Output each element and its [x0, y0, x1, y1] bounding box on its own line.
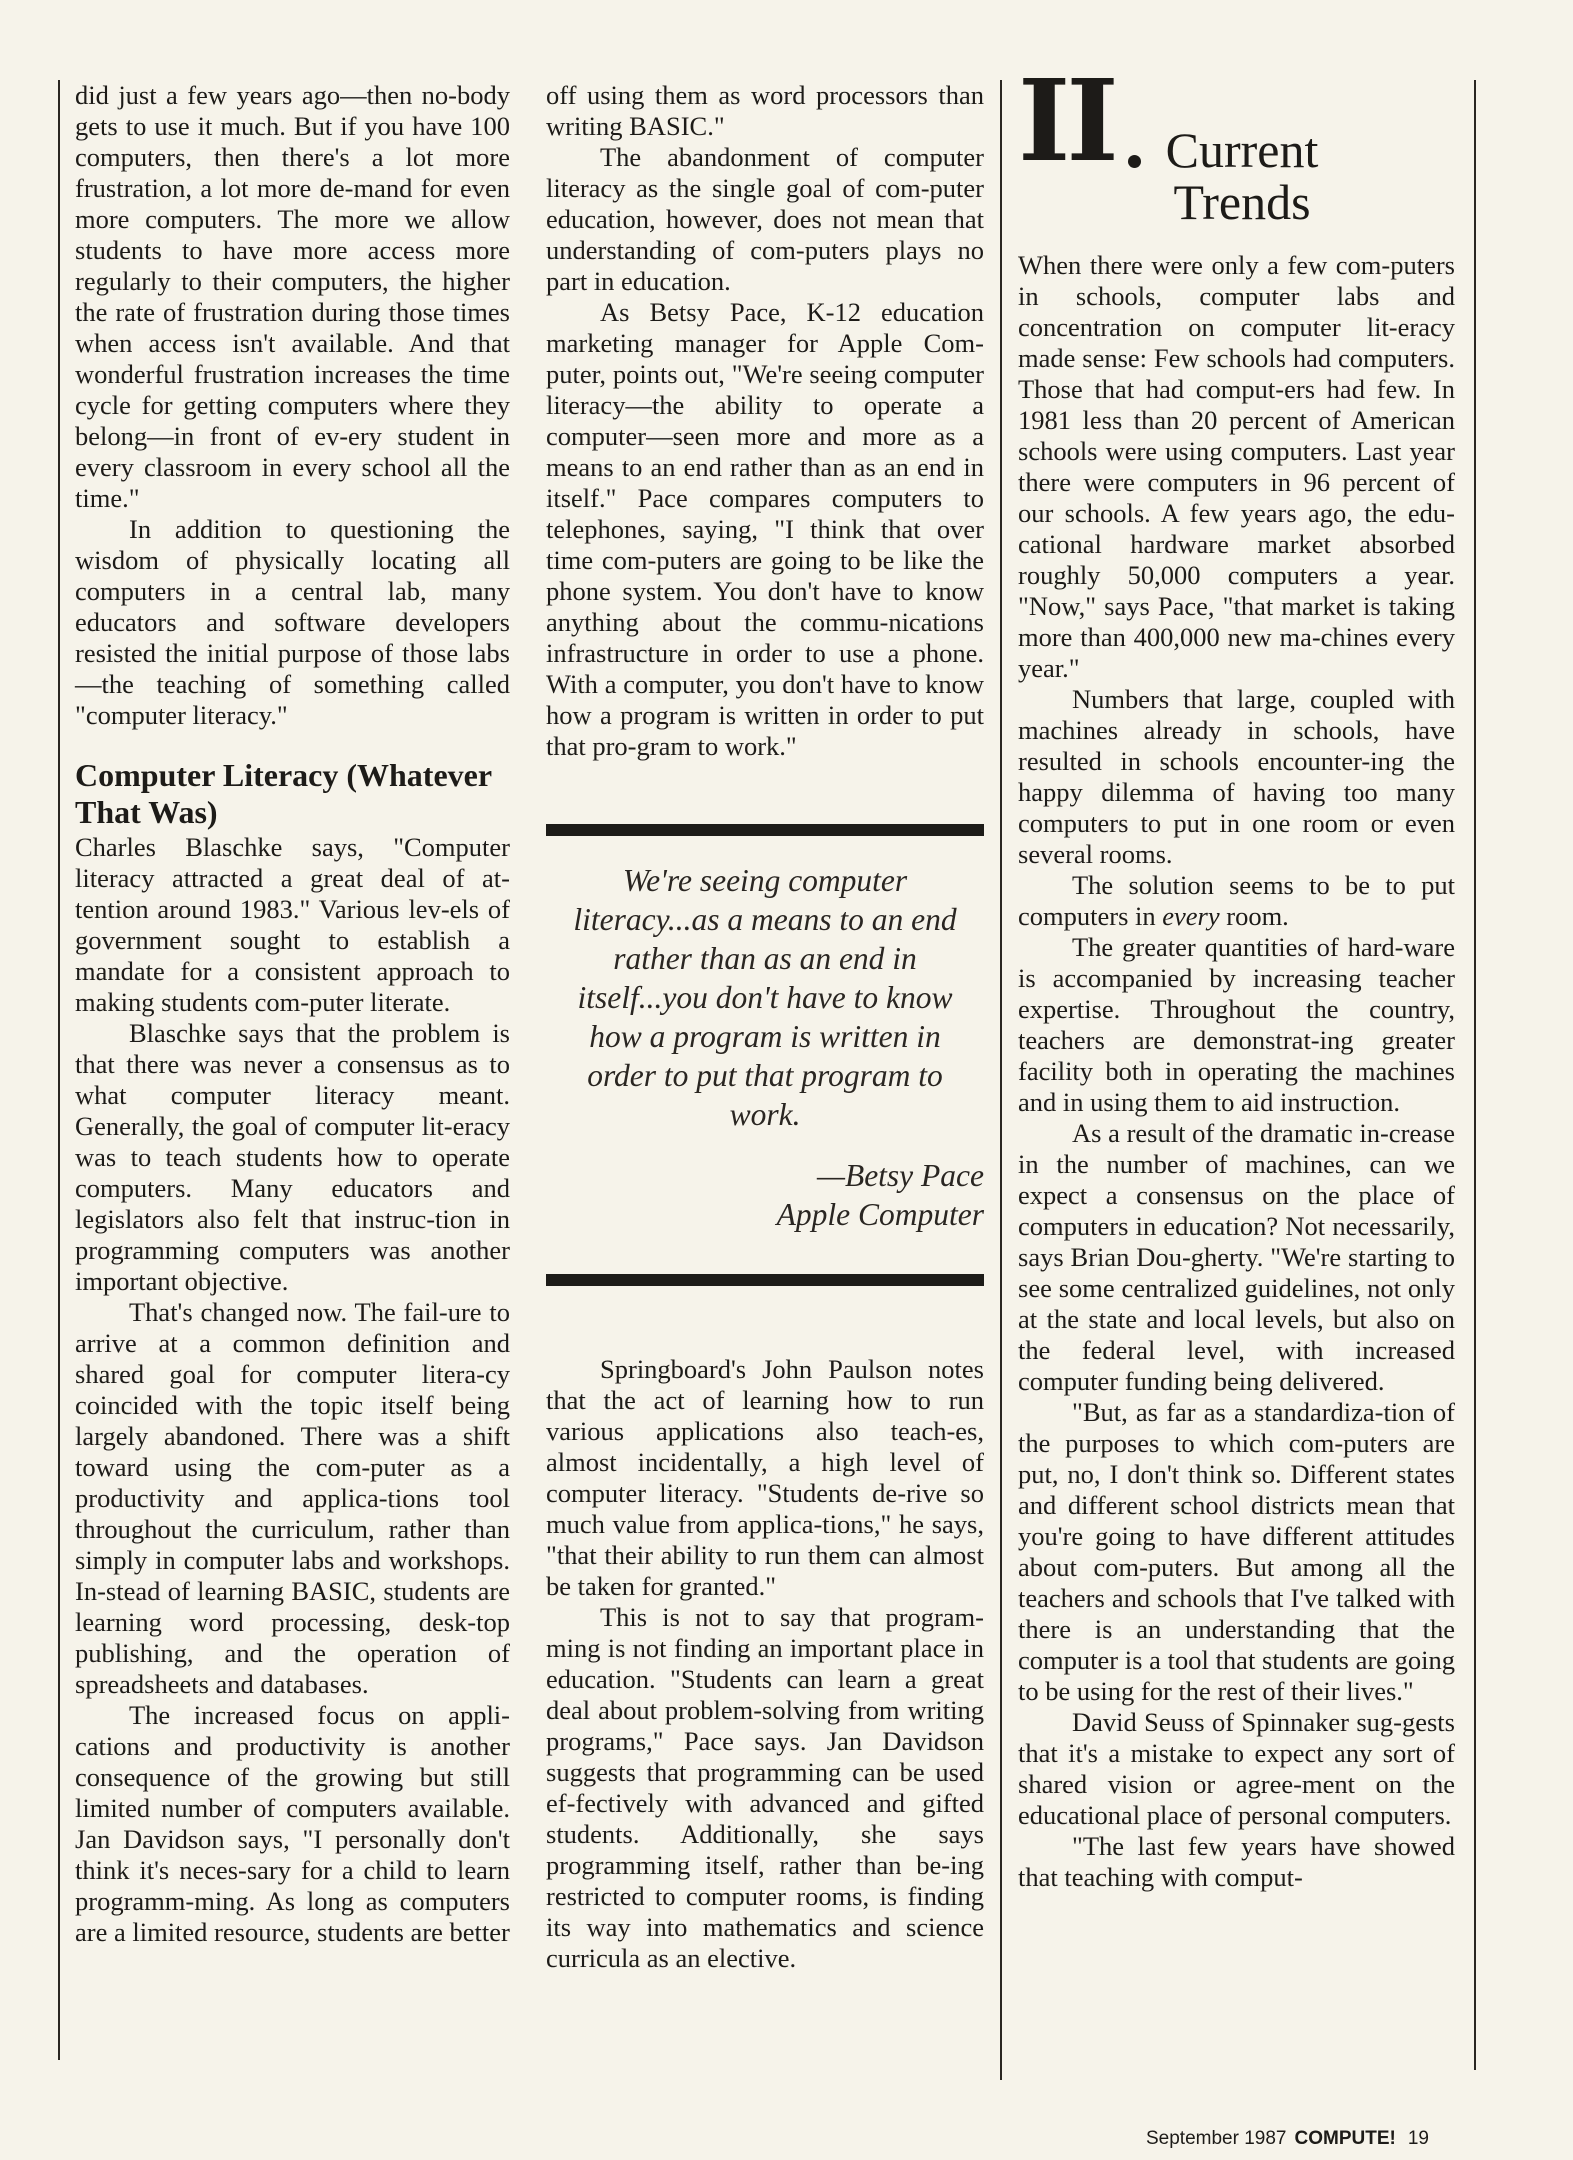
subheading: Computer Literacy (Whatever That Was): [75, 757, 492, 830]
body-paragraph: This is not to say that program-ming is not finding an important place in education. "Students can learn a great deal about problem-solving from writing programs," Pace says. Jan Davidson suggests that programming can be used ef-fectively with advanced and gifted students. Additionally, she says programming itself, rather than be-ing restricted to computer rooms, is finding its way into mathematics and science curricula as an elective.: [546, 1602, 984, 1973]
section-number: II: [1018, 56, 1115, 187]
body-paragraph: As a result of the dramatic in-crease in the number of machines, can we expect a consensus on the place of computers in education? Not necessarily, says Brian Dou-gherty. "We're starting to see some centralized guidelines, not only at the state and local levels, but also on the federal level, with increased computer funding being delivered.: [1018, 1118, 1455, 1396]
section-heading: [1018, 56, 1455, 250]
body-paragraph: In addition to questioning the wisdom of physically locating all computers in a central lab, many educators and software developers resisted the initial purpose of those labs—the teaching of something called "computer literacy.": [75, 514, 510, 730]
body-paragraph: That's changed now. The fail-ure to arrive at a common definition and shared goal for computer litera-cy coincided with the topic itself being largely abandoned. There was a shift toward using the com-puter as a productivity and applica-tions tool throughout the curriculum, rather than simply in computer labs and workshops. In-stead of learning BASIC, students are learning word processing, desk-top publishing, and the operation of spreadsheets and databases.: [75, 1297, 510, 1699]
emphasis-text: every: [1162, 901, 1220, 931]
column-rule-left: [58, 80, 60, 2060]
column-rule-right: [1474, 80, 1476, 2070]
body-paragraph: When there were only a few com-puters in schools, computer labs and concentration on computer lit-eracy made sense: Few schools had computers. Those that had comput-ers had few. In 1981 less than 20 percent of American schools were using computers. Last year there were computers in 96 percent of our schools. A few years ago, the edu-cational hardware market absorbed roughly 50,000 computers a year. "Now," says Pace, "that market is taking more than 400,000 new ma-chines every year.": [1018, 250, 1455, 683]
section-title: Current Trends: [1165, 122, 1319, 230]
magazine-name: COMPUTE!: [1294, 2128, 1396, 2149]
page-footer: [1146, 2128, 1429, 2150]
pull-quote-text: We're seeing computer literacy...as a means to an end rather than as an end in itself...you don't have to know how a program is written in order to put that program to work.: [573, 863, 957, 1132]
body-paragraph: did just a few years ago—then no-body gets to use it much. But if you have 100 computers, then there's a lot more frustration, a lot more de-mand for even more computers. The more we allow students to have more access more regularly to their computers, the higher the rate of frustration during those times when access isn't available. And that wonderful frustration increases the time cycle for getting computers where they belong—in front of ev-ery student in every classroom in every school all the time.": [75, 80, 510, 513]
body-paragraph: Numbers that large, coupled with machines already in schools, have resulted in schools encounter-ing the happy dilemma of having too many computers to put in one room or even several rooms.: [1018, 684, 1455, 869]
column-rule-mid: [1000, 80, 1002, 2080]
section-dot: [1128, 155, 1141, 168]
body-paragraph: "The last few years have showed that teaching with comput-: [1018, 1831, 1455, 1892]
column-2: [546, 80, 984, 1974]
body-text: The solution seems to be to put computers in: [1018, 870, 1455, 931]
pull-quote-attribution-org: Apple Computer: [776, 1197, 984, 1232]
body-paragraph: The abandonment of computer literacy as the single goal of com-puter education, however, does not mean that understanding of com-puters plays no part in education.: [546, 142, 984, 296]
body-paragraph: The increased focus on appli-cations and productivity is another consequence of the growing but still limited number of computers available. Jan Davidson says, "I personally don't think it's neces-sary for a child to learn programm-ming. As long as computers are a limited resource, students are better: [75, 1700, 510, 1947]
issue-date: September 1987: [1146, 2128, 1287, 2149]
body-paragraph: The greater quantities of hard-ware is accompanied by increasing teacher expertise. Throughout the country, teachers are demonstrat-ing greater facility both in operating the machines and in using them to aid instruction.: [1018, 932, 1455, 1117]
pull-quote: [546, 824, 984, 1286]
page-number: 19: [1407, 2128, 1429, 2149]
column-3: [1018, 56, 1455, 1893]
body-paragraph: Springboard's John Paulson notes that the act of learning how to run various applications also teach-es, almost incidentally, a high level of computer literacy. "Students de-rive so much value from applica-tions," he says, "that their ability to run them can almost be taken for granted.": [546, 1354, 984, 1601]
pull-quote-bottom-bar: [546, 1274, 984, 1286]
body-paragraph: "But, as far as a standardiza-tion of the purposes to which com-puters are put, no, I don't think so. Different states and different school districts mean that you're going to have different attitudes about com-puters. But among all the teachers and schools that I've talked with there is an understanding that the computer is a tool that students are going to be using for the rest of their lives.": [1018, 1397, 1455, 1706]
body-paragraph: David Seuss of Spinnaker sug-gests that it's a mistake to expect any sort of shared vision or agree-ment on the educational place of personal computers.: [1018, 1707, 1455, 1830]
body-paragraph: Charles Blaschke says, "Computer literacy attracted a great deal of at-tention around 1983." Various lev-els of government sought to establish a mandate for a consistent approach to making students com-puter literate.: [75, 832, 510, 1017]
pull-quote-attribution-name: —Betsy Pace: [816, 1158, 984, 1193]
body-text: room.: [1219, 901, 1289, 931]
body-paragraph: off using them as word processors than writing BASIC.": [546, 80, 984, 141]
pull-quote-top-bar: [546, 824, 984, 836]
body-paragraph: [1018, 870, 1455, 932]
body-paragraph: Blaschke says that the problem is that there was never a consensus as to what computer literacy meant. Generally, the goal of computer lit-eracy was to teach students how to operate computers. Many educators and legislators also felt that instruc-tion in programming computers was another important objective.: [75, 1018, 510, 1296]
body-paragraph: As Betsy Pace, K-12 education marketing manager for Apple Com-puter, points out, "We're seeing computer literacy—the ability to operate a computer—seen more and more as a means to an end rather than as an end in itself." Pace compares computers to telephones, saying, "I think that over time com-puters are going to be like the phone system. You don't have to know anything about the commu-nications infrastructure in order to use a phone. With a computer, you don't have to know how a program is written in order to put that pro-gram to work.": [546, 297, 984, 761]
column-1: [75, 80, 510, 1948]
